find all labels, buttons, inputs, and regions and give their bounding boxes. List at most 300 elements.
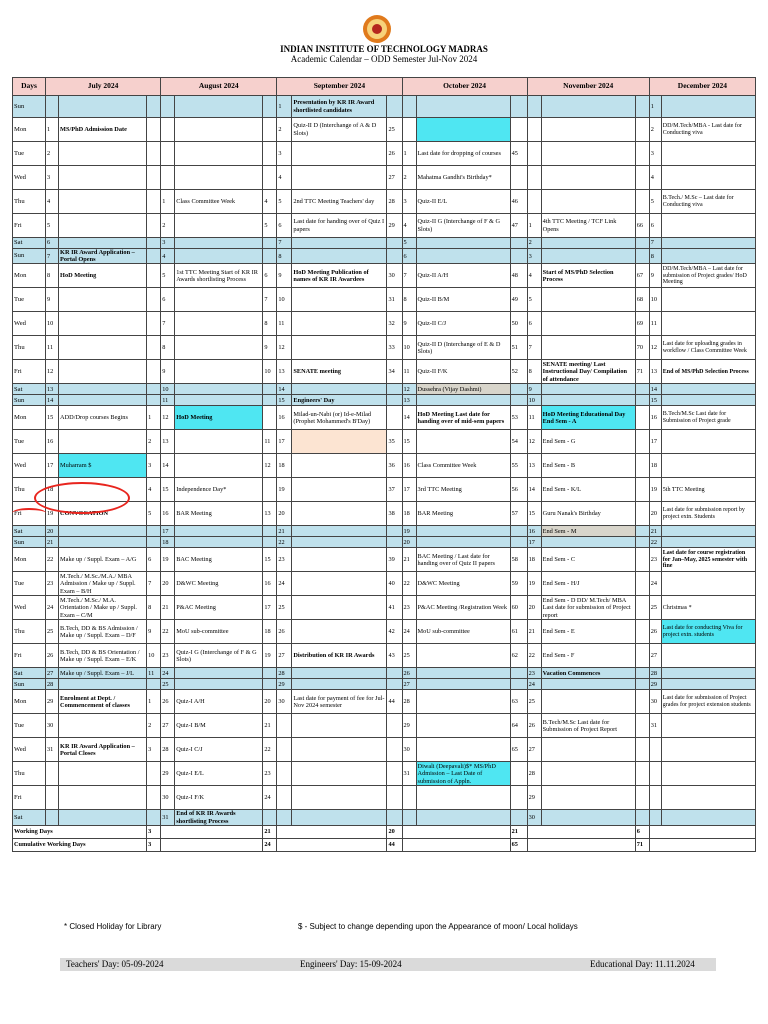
- event-cell: End Sem - K/L: [541, 478, 635, 502]
- date-number: 7: [277, 238, 292, 249]
- event-cell: [416, 526, 510, 537]
- event-cell: [541, 762, 635, 786]
- date-number: 21: [649, 526, 661, 537]
- date-number: [277, 810, 292, 825]
- date-number: 14: [402, 406, 416, 430]
- col-header-november: November 2024: [527, 78, 649, 96]
- date-number: 14: [277, 384, 292, 395]
- working-day-count: 13: [263, 502, 277, 526]
- working-day-count: 2: [147, 430, 161, 454]
- event-cell: Class Committee Week: [416, 454, 510, 478]
- date-number: 25: [277, 596, 292, 620]
- date-number: 29: [277, 679, 292, 690]
- date-number: [161, 96, 175, 118]
- event-cell: [59, 810, 147, 825]
- iitm-logo-icon: [362, 14, 392, 44]
- calendar-row: [13, 714, 756, 738]
- event-cell: [661, 679, 755, 690]
- date-number: 29: [527, 786, 541, 810]
- event-cell: 3rd TTC Meeting: [416, 478, 510, 502]
- calendar-row: [13, 360, 756, 384]
- event-cell: [292, 762, 387, 786]
- working-day-count: 59: [510, 572, 527, 596]
- date-number: 30: [649, 690, 661, 714]
- date-number: 3: [402, 190, 416, 214]
- event-cell: [661, 454, 755, 478]
- date-number: 1: [527, 214, 541, 238]
- calendar-row: [13, 548, 756, 572]
- event-cell: [541, 395, 635, 406]
- event-cell: [541, 810, 635, 825]
- date-number: 15: [46, 406, 59, 430]
- event-cell: Quiz-II C/J: [416, 312, 510, 336]
- date-number: 26: [402, 668, 416, 679]
- weekday-label: Tue: [13, 288, 46, 312]
- event-cell: 4th TTC Meeting / TCF Link Opens: [541, 214, 635, 238]
- date-number: 24: [402, 620, 416, 644]
- date-number: 6: [402, 249, 416, 264]
- event-cell: [59, 190, 147, 214]
- working-day-count: [147, 312, 161, 336]
- event-cell: [416, 668, 510, 679]
- event-cell: Distribution of KR IR Awards: [292, 644, 387, 668]
- working-day-count: 7: [263, 288, 277, 312]
- date-number: 18: [527, 548, 541, 572]
- date-number: 22: [277, 537, 292, 548]
- date-number: 12: [402, 384, 416, 395]
- working-day-count: 43: [387, 644, 402, 668]
- summary-value: 24: [263, 838, 277, 851]
- event-cell: Quiz-II E/L: [416, 190, 510, 214]
- date-number: 15: [402, 430, 416, 454]
- date-number: 28: [527, 762, 541, 786]
- event-cell: [416, 537, 510, 548]
- calendar-row: [13, 312, 756, 336]
- date-number: 12: [161, 406, 175, 430]
- event-cell: [292, 714, 387, 738]
- calendar-row: [13, 430, 756, 454]
- date-number: [402, 96, 416, 118]
- working-day-count: [510, 786, 527, 810]
- weekday-label: Sat: [13, 384, 46, 395]
- event-cell: [175, 312, 263, 336]
- weekday-label: Wed: [13, 738, 46, 762]
- date-number: [277, 762, 292, 786]
- working-day-count: [147, 360, 161, 384]
- calendar-header-row: [13, 78, 756, 96]
- working-day-count: [147, 264, 161, 288]
- event-cell: End Sem - B: [541, 454, 635, 478]
- event-cell: [661, 537, 755, 548]
- event-cell: Engineers' Day: [292, 395, 387, 406]
- working-day-count: 61: [510, 620, 527, 644]
- date-number: [402, 118, 416, 142]
- working-day-count: [147, 786, 161, 810]
- date-number: 19: [277, 478, 292, 502]
- date-number: 10: [402, 336, 416, 360]
- event-cell: Last date for course registration for Jan–May, 2025 semester with fine: [661, 548, 755, 572]
- working-day-count: [635, 478, 649, 502]
- working-day-count: [147, 384, 161, 395]
- date-number: [46, 762, 59, 786]
- working-day-count: [635, 690, 649, 714]
- calendar-row: [13, 762, 756, 786]
- event-cell: M.Tech./ M.Sc./M.A./ MBA Admission / Make up / Suppl. Exam – B/H: [59, 572, 147, 596]
- date-number: 13: [402, 395, 416, 406]
- weekday-label: Sun: [13, 249, 46, 264]
- event-cell: KR IR Award Application – Portal Opens: [59, 249, 147, 264]
- date-number: 18: [161, 537, 175, 548]
- date-number: 24: [161, 668, 175, 679]
- working-day-count: 56: [510, 478, 527, 502]
- date-number: 2: [527, 238, 541, 249]
- working-day-count: 20: [263, 690, 277, 714]
- event-cell: [416, 690, 510, 714]
- event-cell: [292, 288, 387, 312]
- working-day-count: [263, 118, 277, 142]
- date-number: 11: [161, 395, 175, 406]
- calendar-row: [13, 190, 756, 214]
- date-number: 5: [527, 288, 541, 312]
- weekday-label: Tue: [13, 142, 46, 166]
- event-cell: B.Tech/M.Sc Last date for Submission of Project grade: [661, 406, 755, 430]
- event-cell: [661, 714, 755, 738]
- event-cell: B.Tech./ M.Sc – Last date for Conducting viva: [661, 190, 755, 214]
- event-cell: [175, 526, 263, 537]
- working-day-count: [147, 810, 161, 825]
- date-number: 16: [46, 430, 59, 454]
- working-day-count: 28: [387, 190, 402, 214]
- date-number: 28: [402, 690, 416, 714]
- summary-spacer: [277, 825, 387, 838]
- date-number: 13: [46, 384, 59, 395]
- date-number: 24: [527, 679, 541, 690]
- date-number: 2: [402, 166, 416, 190]
- working-day-count: 67: [635, 264, 649, 288]
- working-day-count: [263, 142, 277, 166]
- event-cell: [661, 288, 755, 312]
- working-day-count: [263, 384, 277, 395]
- working-day-count: [635, 738, 649, 762]
- date-number: 15: [161, 478, 175, 502]
- date-number: 26: [649, 620, 661, 644]
- event-cell: [59, 96, 147, 118]
- date-number: 20: [527, 596, 541, 620]
- date-number: 7: [402, 264, 416, 288]
- event-cell: [416, 118, 510, 142]
- event-cell: [59, 288, 147, 312]
- calendar-row: [13, 384, 756, 395]
- working-day-count: [387, 786, 402, 810]
- event-cell: B.Tech, DD & BS Admission / Make up / Suppl. Exam – D/F: [59, 620, 147, 644]
- working-day-count: [147, 142, 161, 166]
- event-cell: SENATE meeting/ Last Instructional Day/ Compilation of attendance: [541, 360, 635, 384]
- event-cell: [59, 679, 147, 690]
- calendar-row: [13, 249, 756, 264]
- date-number: 14: [649, 384, 661, 395]
- event-cell: [292, 430, 387, 454]
- date-number: 16: [277, 406, 292, 430]
- event-cell: [59, 360, 147, 384]
- event-cell: [292, 548, 387, 572]
- working-day-count: 57: [510, 502, 527, 526]
- date-number: 11: [46, 336, 59, 360]
- event-cell: [292, 537, 387, 548]
- date-number: 5: [277, 190, 292, 214]
- working-day-count: [635, 190, 649, 214]
- event-cell: Quiz-I G (Interchange of F & G Slots): [175, 644, 263, 668]
- working-day-count: [635, 810, 649, 825]
- working-day-count: 54: [510, 430, 527, 454]
- date-number: 19: [402, 526, 416, 537]
- event-cell: [541, 166, 635, 190]
- summary-row: [13, 825, 756, 838]
- weekday-label: Thu: [13, 336, 46, 360]
- summary-value: 65: [510, 838, 527, 851]
- summary-label: Working Days: [13, 825, 147, 838]
- weekday-label: Thu: [13, 762, 46, 786]
- date-number: 9: [277, 264, 292, 288]
- event-cell: [175, 214, 263, 238]
- academic-calendar-table: [12, 77, 756, 852]
- working-day-count: [387, 249, 402, 264]
- date-number: [277, 738, 292, 762]
- date-number: 19: [527, 572, 541, 596]
- working-day-count: 65: [510, 738, 527, 762]
- event-cell: BAC Meeting: [175, 548, 263, 572]
- weekday-label: Mon: [13, 548, 46, 572]
- event-cell: End of MS/PhD Selection Process: [661, 360, 755, 384]
- event-cell: [661, 644, 755, 668]
- date-number: 5: [649, 190, 661, 214]
- event-cell: [292, 668, 387, 679]
- working-day-count: 12: [263, 454, 277, 478]
- date-number: [46, 810, 59, 825]
- event-cell: [59, 238, 147, 249]
- event-cell: [661, 312, 755, 336]
- event-cell: [59, 166, 147, 190]
- working-day-count: [510, 537, 527, 548]
- event-cell: [416, 644, 510, 668]
- date-number: 2: [277, 118, 292, 142]
- weekday-label: Sat: [13, 526, 46, 537]
- event-cell: [292, 738, 387, 762]
- date-number: 16: [161, 502, 175, 526]
- working-day-count: 6: [263, 264, 277, 288]
- teachers-day-label: Teachers' Day: 05-09-2024: [66, 959, 164, 969]
- working-day-count: [263, 810, 277, 825]
- date-number: 23: [527, 668, 541, 679]
- working-day-count: [387, 384, 402, 395]
- date-number: [649, 786, 661, 810]
- event-cell: Quiz-I C/J: [175, 738, 263, 762]
- event-cell: [292, 526, 387, 537]
- calendar-row: [13, 526, 756, 537]
- date-number: 16: [527, 526, 541, 537]
- date-number: [649, 810, 661, 825]
- event-cell: [541, 537, 635, 548]
- date-number: 8: [402, 288, 416, 312]
- event-cell: End Sem - M: [541, 526, 635, 537]
- date-number: 22: [46, 548, 59, 572]
- event-cell: [59, 786, 147, 810]
- event-cell: [175, 537, 263, 548]
- date-number: 8: [649, 249, 661, 264]
- working-day-count: [635, 96, 649, 118]
- event-cell: [59, 526, 147, 537]
- working-day-count: [263, 478, 277, 502]
- working-day-count: 32: [387, 312, 402, 336]
- calendar-row: [13, 288, 756, 312]
- date-number: [527, 166, 541, 190]
- working-day-count: [263, 238, 277, 249]
- event-cell: Last date for submission report by project extn. Students: [661, 502, 755, 526]
- event-cell: [416, 714, 510, 738]
- working-day-count: 15: [263, 548, 277, 572]
- event-cell: Make up / Suppl. Exam – J/L: [59, 668, 147, 679]
- event-cell: P&AC Meeting: [175, 596, 263, 620]
- working-day-count: [147, 537, 161, 548]
- event-cell: Last date for dropping of courses: [416, 142, 510, 166]
- working-day-count: 36: [387, 454, 402, 478]
- working-day-count: [635, 526, 649, 537]
- footnote-closed-holiday: * Closed Holiday for Library: [64, 922, 162, 931]
- footnote-moon-subject: $ - Subject to change depending upon the Appearance of moon/ Local holidays: [298, 922, 578, 931]
- weekday-label: Sun: [13, 537, 46, 548]
- working-day-count: 45: [510, 142, 527, 166]
- event-cell: Dussehra (Vijay Dashmi): [416, 384, 510, 395]
- col-header-july: July 2024: [46, 78, 161, 96]
- date-number: 4: [527, 264, 541, 288]
- date-number: 27: [402, 679, 416, 690]
- event-cell: [416, 786, 510, 810]
- date-number: 13: [277, 360, 292, 384]
- date-number: 27: [277, 644, 292, 668]
- weekday-label: Wed: [13, 596, 46, 620]
- date-number: 1: [161, 190, 175, 214]
- event-cell: [541, 336, 635, 360]
- event-cell: [661, 384, 755, 395]
- working-day-count: [263, 166, 277, 190]
- date-number: 6: [649, 214, 661, 238]
- date-number: 29: [161, 762, 175, 786]
- event-cell: [292, 454, 387, 478]
- date-number: 6: [277, 214, 292, 238]
- date-number: 23: [161, 644, 175, 668]
- date-number: 5: [46, 214, 59, 238]
- working-day-count: 5: [147, 502, 161, 526]
- summary-value: 3: [147, 838, 161, 851]
- date-number: 4: [649, 166, 661, 190]
- date-number: 13: [161, 430, 175, 454]
- calendar-row: [13, 336, 756, 360]
- event-cell: [416, 96, 510, 118]
- event-cell: [661, 738, 755, 762]
- date-number: 26: [46, 644, 59, 668]
- event-cell: [541, 679, 635, 690]
- working-day-count: [635, 238, 649, 249]
- working-day-count: 70: [635, 336, 649, 360]
- working-day-count: [263, 668, 277, 679]
- calendar-row: [13, 96, 756, 118]
- weekday-label: Wed: [13, 312, 46, 336]
- date-number: 23: [277, 548, 292, 572]
- working-day-count: 8: [147, 596, 161, 620]
- working-day-count: 37: [387, 478, 402, 502]
- working-day-count: [263, 526, 277, 537]
- event-cell: Quiz-II D (Interchange of E & D Slots): [416, 336, 510, 360]
- working-day-count: 6: [147, 548, 161, 572]
- date-number: 30: [527, 810, 541, 825]
- event-cell: [175, 679, 263, 690]
- date-number: 29: [402, 714, 416, 738]
- calendar-row: [13, 668, 756, 679]
- summary-value: 71: [635, 838, 649, 851]
- event-cell: HoD Meeting: [59, 264, 147, 288]
- date-number: 11: [402, 360, 416, 384]
- weekday-label: Sat: [13, 668, 46, 679]
- date-number: 24: [649, 572, 661, 596]
- event-cell: [292, 810, 387, 825]
- weekday-label: Wed: [13, 454, 46, 478]
- working-day-count: 52: [510, 360, 527, 384]
- weekday-label: Fri: [13, 502, 46, 526]
- working-day-count: 2: [147, 714, 161, 738]
- date-number: 18: [402, 502, 416, 526]
- working-day-count: 66: [635, 214, 649, 238]
- working-day-count: [635, 572, 649, 596]
- working-day-count: 48: [510, 264, 527, 288]
- date-number: 30: [46, 714, 59, 738]
- working-day-count: 33: [387, 336, 402, 360]
- event-cell: HoD Meeting Last date for handing over of mid-sem papers: [416, 406, 510, 430]
- weekday-label: Mon: [13, 690, 46, 714]
- date-number: 28: [649, 668, 661, 679]
- working-day-count: 44: [387, 690, 402, 714]
- working-day-count: [635, 668, 649, 679]
- event-cell: [175, 336, 263, 360]
- date-number: 14: [527, 478, 541, 502]
- date-number: 30: [161, 786, 175, 810]
- date-number: 22: [649, 537, 661, 548]
- event-cell: [541, 190, 635, 214]
- working-day-count: 24: [263, 786, 277, 810]
- footer-days-bar: [60, 958, 716, 971]
- event-cell: Diwali (Deepavali)$* MS/PhD Admission – Last Date of submission of Appln.: [416, 762, 510, 786]
- date-number: 22: [527, 644, 541, 668]
- event-cell: [541, 238, 635, 249]
- weekday-label: Thu: [13, 478, 46, 502]
- date-number: 3: [649, 142, 661, 166]
- event-cell: [175, 454, 263, 478]
- date-number: 23: [402, 596, 416, 620]
- working-day-count: [635, 537, 649, 548]
- event-cell: Quiz-II G (Interchange of F & G Slots): [416, 214, 510, 238]
- date-number: 15: [277, 395, 292, 406]
- working-day-count: [635, 118, 649, 142]
- summary-label: Cumulative Working Days: [13, 838, 147, 851]
- date-number: 25: [649, 596, 661, 620]
- event-cell: [292, 786, 387, 810]
- calendar-row: [13, 238, 756, 249]
- working-day-count: [147, 526, 161, 537]
- col-header-october: October 2024: [402, 78, 527, 96]
- date-number: 28: [161, 738, 175, 762]
- summary-spacer: [402, 838, 510, 851]
- event-cell: HoD Meeting Educational Day End Sem - A: [541, 406, 635, 430]
- working-day-count: [635, 679, 649, 690]
- working-day-count: [387, 537, 402, 548]
